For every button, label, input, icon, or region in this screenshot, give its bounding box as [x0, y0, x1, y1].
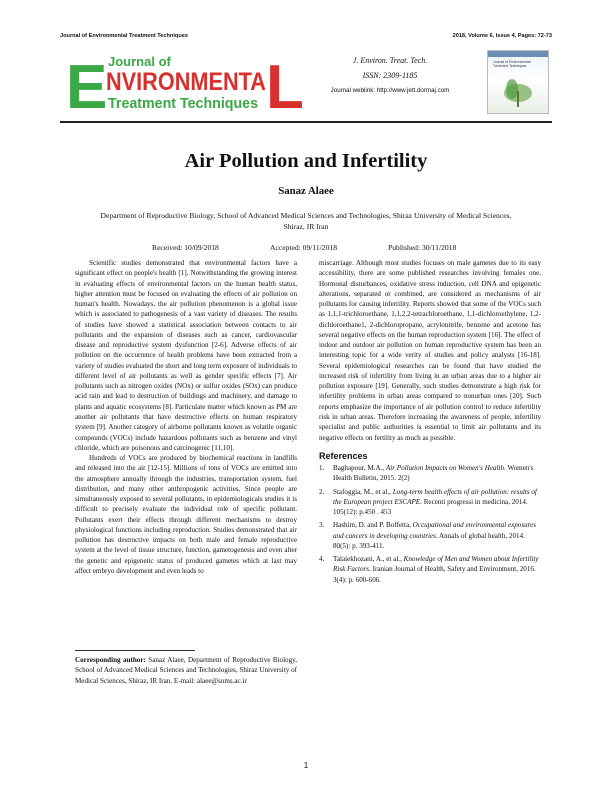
body-paragraph-2: Hundreds of VOCs are produced by biochemical reactions in landfills and released into the air [12-15]. Millions of tons of VOCs are emitted into the atmosphere annually through the industries, transportation system, fuel distribution, and many other anthropogenic activities. Since people are simultaneously exposed to several pollutants, in epidemiologicals studies it is difficult to precisely evaluate the individual role of specific pollutant. Pollutants exert their effects through different mechanisms to destroy physiological functions including reproduction. Studies demonstrated that air pollution has destructive impacts on both male and female reproductive system at the level of tissue structure, function, gametogenesis and even alter the genetic and epigenetic status of produced gametes which at last may affect embryo development and even leads to [75, 454, 297, 575]
journal-issn: ISSN: 2309-1185 [362, 71, 418, 80]
journal-weblink[interactable]: Journal weblink: http://www.jett.dormaj.com [330, 87, 450, 94]
body-column-right [319, 258, 541, 588]
body-paragraph-3: miscarriage. Although most studies focuses on male gametes due to its easy accessibility, there are some published researches involving females one. Hormonal disturbances, oxidative stress induction, cell DNA and epigenetic alterations, separated or combined, are considered as mechanisms of air pollutants for causing infertility. Reports showed that some of the VOCs such as 1,1,1-trichloroethane, 1,1,2,2-tetrachloroethane, 1,1-dichloroethylene, 1,2-dichloroethane1, 2-dichloropropane, acrylonitrile, benzene and acetone has several negative effects on the human reproduction system [16]. The effect of indoor and outdoor air pollution on human reproductive system has been an interesting topic for a wide verity of studies and policy analysts [16-18]. Several epidemiological researches can be found that have studied the increased risk of infertility from living in an urban areas due to a higher air pollution exposure [19]. Generally, such studies demonstrate a high risk for infertility problems in urban areas compared to nonurban ones [20]. Such reports emphasize the importance of air pollution control to reduce infertility risk in urban areas. Therefore increasing the awareness of people, infertility specialist and public authorities is essential to limit air pollutants and its negative effects on fertility as much as possible. [319, 259, 541, 442]
header-rule [60, 121, 552, 123]
body-paragraph-1: Scientific studies demonstrated that environmental factors have a significant effect on people's health [1]. Notwithstanding the growing interest in evaluating effects of environmental factors on the human health status, higher attention must be focused on evaluating the effects of air pollution on human's health. Nowadays, the air pollution phenomenon is a global issue which is associated to pathogenesis of a vast variety of diseases. The results of studies have showed a statistical association between contacts to air pollutants and the expansion of diseases such as cancer, cardiovascular disease and reproductive system dysfunction [2-6]. Adverse effects of air pollution on the occurrence of health problems have been extracted from a variety of studies evaluated the short and long term exposure of individuals to different level of air pollutants as well as gender specific effects [7]. Air pollutants such as nitrogen oxides (NOx) or sulfur oxides (SOx) can produce acid rain and lead to destruction of buildings and machinery, and damage to plants and aquatic ecosystems [8]. Particulate matter which known as PM are another air pollutants that have destructive effects on human respiratory system [9]. Another category of airborne pollutants known as volatile organic compounds (VOCs) include hazardous pollutants such as benzene and vinyl chloride, which are poisonous and carcinogenic [11,10]. [75, 259, 297, 452]
footnote-label: Corresponding author: [75, 656, 146, 664]
leaf-icon [488, 51, 548, 113]
logo-line1: Journal of [108, 54, 171, 69]
reference-item: 2. Stafoggia, M., et al., Long-term health effects of air pollution: results of the European project ESCAPE. Recenti progressi in medicina, 2014. 105(12): p.450 . 453 [319, 487, 537, 517]
page-number: 1 [303, 761, 309, 770]
footnote-text: Sanaz Alaee, Department of Reproductive Biology, School of Advanced Medical Sciences and Technologies, Shiraz University of Medical Sciences, Shiraz, IR Iran. E-mail: alaee@sums.ac.ir [75, 656, 297, 685]
references-list [319, 463, 541, 585]
reference-item: 4. Talaiekhozani, A., et al., Knowledge of Men and Women about Infertility Risk Factors. Iranian Journal of Health, Safety and Environment, 2016. 3(4): p. 600-606. [319, 555, 539, 584]
published-date: Published: 30/11/2018 [388, 243, 457, 252]
journal-info [310, 54, 470, 94]
references-heading: References [319, 450, 368, 461]
corresponding-author-footnote [75, 655, 297, 686]
body-column-left [75, 258, 297, 576]
running-header-journal: Journal of Environmental Treatment Techniques [60, 33, 188, 39]
logo-big-l: L [266, 53, 304, 114]
running-header [60, 33, 552, 43]
footnote-rule [75, 650, 195, 651]
logo-line3: Treatment Techniques [108, 95, 258, 112]
reference-item: 3. Hashim, D. and P. Boffetta, Occupational and environmental exposures and cancers in developing countries. Annals of global health, 2014. 80(5): p. 393-411. [319, 521, 537, 550]
cover-title: Journal of Environmental Treatment Techniques [493, 60, 531, 68]
reference-item: 1. Baghapour, M.A., Air Pollution Impacts on Women's Health. Women's Health Bulletin, 2015. 2(2) [319, 464, 534, 483]
author-affiliation: Department of Reproductive Biology, School of Advanced Medical Sciences and Technologies, Shiraz University of Medical Sciences, Shiraz, IR Iran [100, 211, 512, 231]
journal-cover-thumbnail [487, 50, 549, 114]
journal-abbreviation: J. Environ. Treat. Tech. [352, 56, 428, 65]
logo-big-e: E [66, 53, 108, 114]
received-date: Received: 10/09/2018 [152, 243, 219, 252]
accepted-date: Accepted: 09/11/2018 [270, 243, 337, 252]
journal-logo [66, 52, 306, 114]
article-author: Sanaz Alaee [278, 185, 334, 197]
article-title: Air Pollution and Infertility [184, 150, 428, 172]
article-dates [152, 243, 462, 254]
running-header-issue: 2018, Volume 6, Issue 4, Pages: 72-73 [452, 33, 552, 39]
logo-line2: NVIRONMENTA [106, 68, 266, 96]
